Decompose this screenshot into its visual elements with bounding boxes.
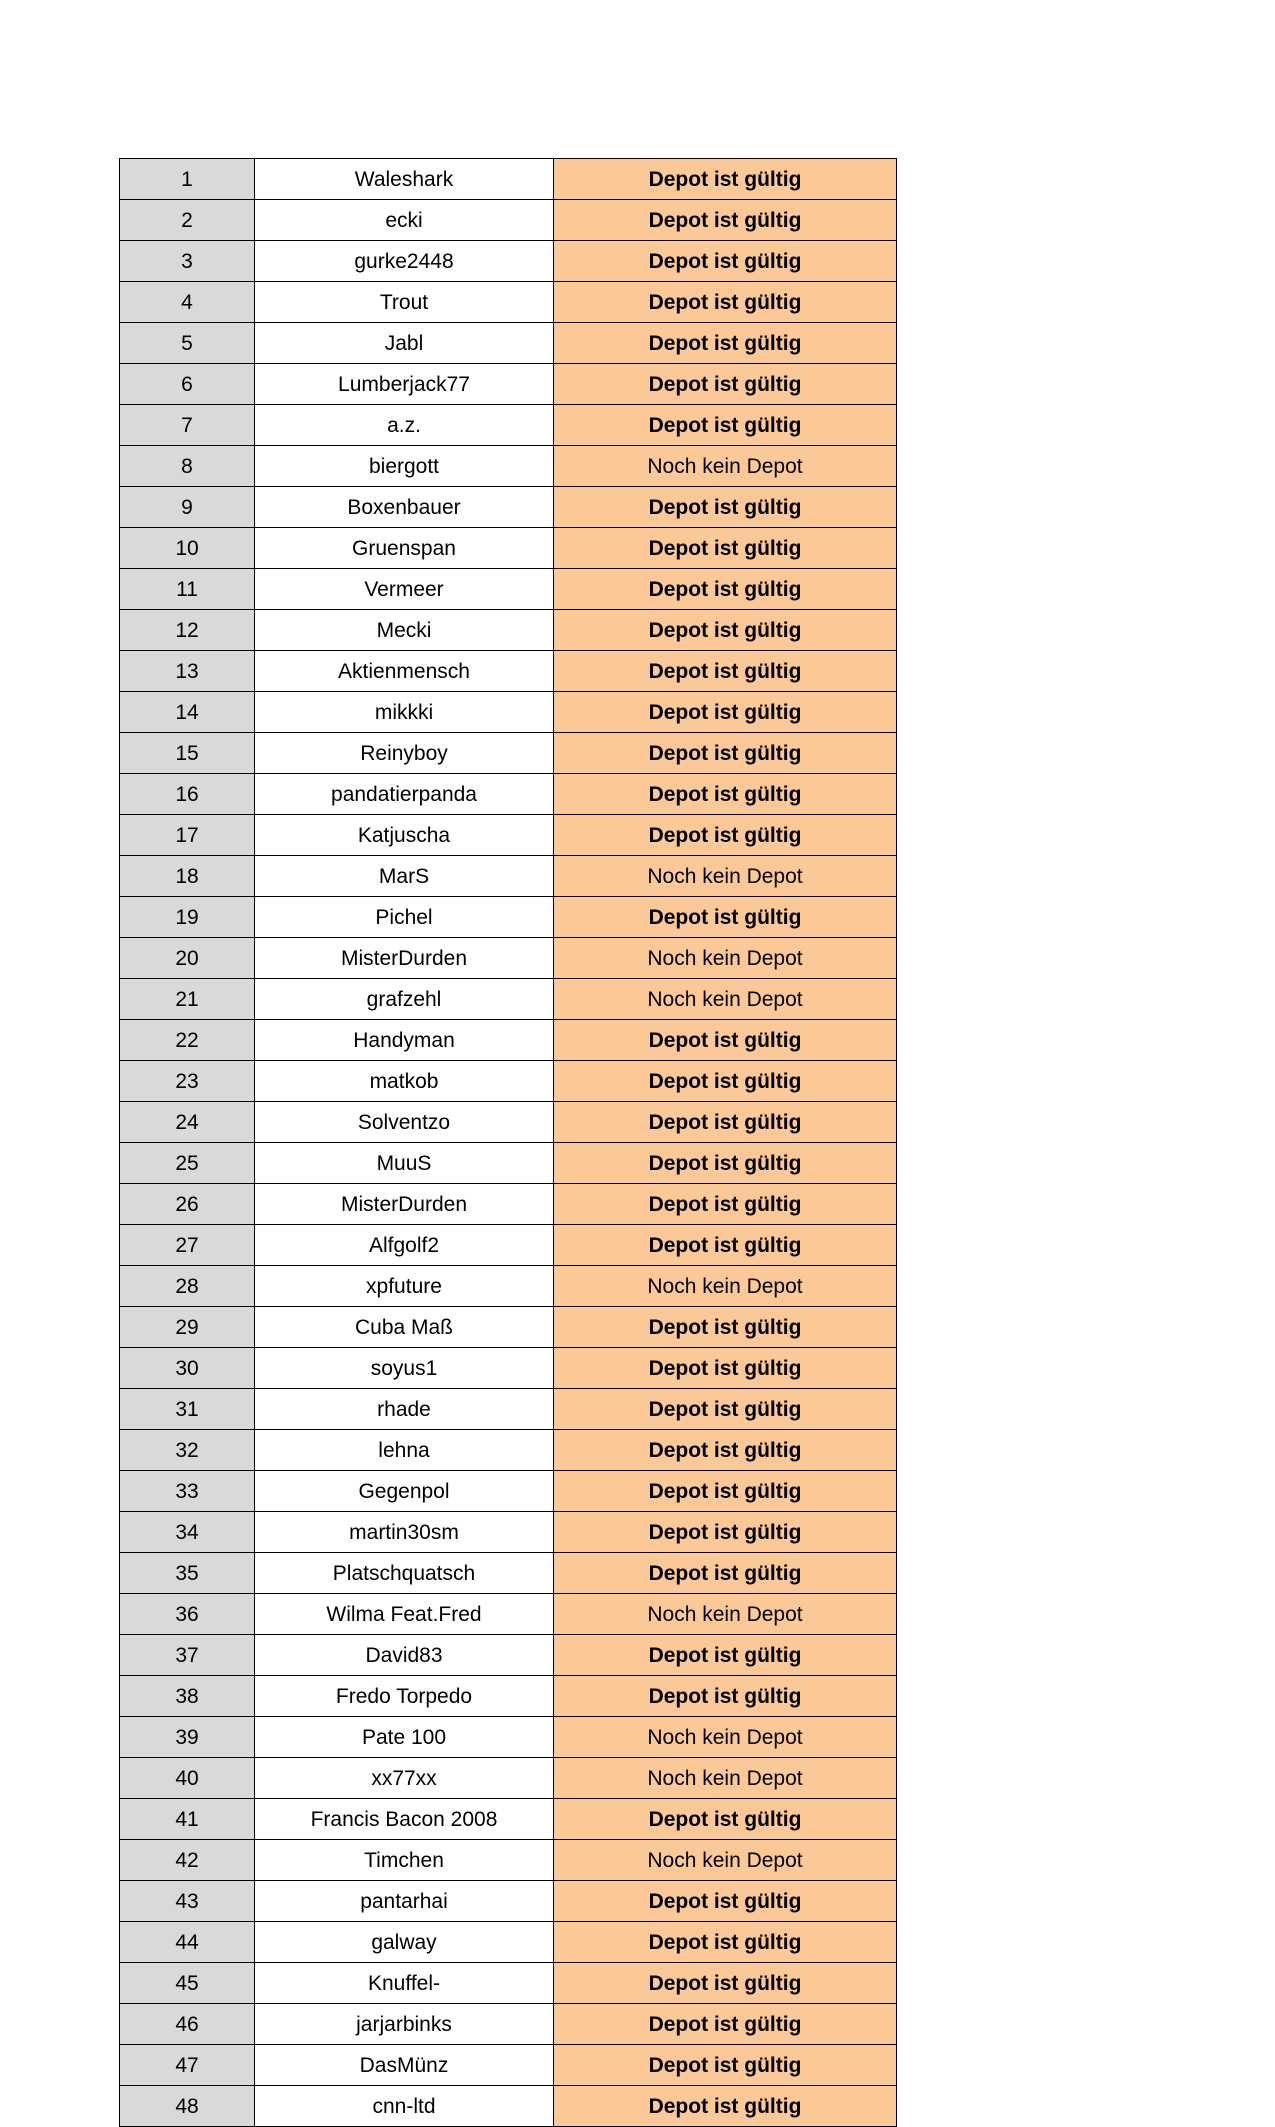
status-badge: Depot ist gültig xyxy=(554,1061,897,1102)
row-index-cell: 17 xyxy=(120,815,255,856)
user-name-cell: ecki xyxy=(255,200,554,241)
user-name-cell: Handyman xyxy=(255,1020,554,1061)
status-badge: Depot ist gültig xyxy=(554,1471,897,1512)
table-row xyxy=(120,1430,897,1471)
table-row xyxy=(120,1143,897,1184)
status-badge: Depot ist gültig xyxy=(554,610,897,651)
user-name-cell: jarjarbinks xyxy=(255,2004,554,2045)
depot-table-body xyxy=(120,159,897,2127)
row-index-cell: 16 xyxy=(120,774,255,815)
status-badge: Noch kein Depot xyxy=(554,1717,897,1758)
status-badge: Depot ist gültig xyxy=(554,200,897,241)
row-index-cell: 2 xyxy=(120,200,255,241)
table-row xyxy=(120,692,897,733)
status-badge: Depot ist gültig xyxy=(554,405,897,446)
status-badge: Depot ist gültig xyxy=(554,528,897,569)
row-index-cell: 33 xyxy=(120,1471,255,1512)
depot-sheet xyxy=(119,158,897,2127)
user-name-cell: MisterDurden xyxy=(255,938,554,979)
table-row xyxy=(120,159,897,200)
table-row xyxy=(120,610,897,651)
status-badge: Depot ist gültig xyxy=(554,1881,897,1922)
table-row xyxy=(120,200,897,241)
row-index-cell: 48 xyxy=(120,2086,255,2127)
user-name-cell: Alfgolf2 xyxy=(255,1225,554,1266)
table-row xyxy=(120,1922,897,1963)
row-index-cell: 9 xyxy=(120,487,255,528)
status-badge: Depot ist gültig xyxy=(554,487,897,528)
user-name-cell: soyus1 xyxy=(255,1348,554,1389)
user-name-cell: Cuba Maß xyxy=(255,1307,554,1348)
table-row xyxy=(120,2086,897,2127)
row-index-cell: 15 xyxy=(120,733,255,774)
table-row xyxy=(120,979,897,1020)
user-name-cell: Fredo Torpedo xyxy=(255,1676,554,1717)
user-name-cell: gurke2448 xyxy=(255,241,554,282)
user-name-cell: xpfuture xyxy=(255,1266,554,1307)
user-name-cell: Boxenbauer xyxy=(255,487,554,528)
row-index-cell: 46 xyxy=(120,2004,255,2045)
table-row xyxy=(120,651,897,692)
table-row xyxy=(120,856,897,897)
status-badge: Depot ist gültig xyxy=(554,651,897,692)
status-badge: Depot ist gültig xyxy=(554,364,897,405)
user-name-cell: Knuffel- xyxy=(255,1963,554,2004)
table-row xyxy=(120,1963,897,2004)
status-badge: Depot ist gültig xyxy=(554,241,897,282)
user-name-cell: Waleshark xyxy=(255,159,554,200)
table-row xyxy=(120,569,897,610)
table-row xyxy=(120,1799,897,1840)
table-row xyxy=(120,1553,897,1594)
row-index-cell: 34 xyxy=(120,1512,255,1553)
user-name-cell: Solventzo xyxy=(255,1102,554,1143)
status-badge: Depot ist gültig xyxy=(554,159,897,200)
row-index-cell: 13 xyxy=(120,651,255,692)
status-badge: Depot ist gültig xyxy=(554,569,897,610)
status-badge: Depot ist gültig xyxy=(554,1553,897,1594)
status-badge: Depot ist gültig xyxy=(554,1922,897,1963)
row-index-cell: 24 xyxy=(120,1102,255,1143)
row-index-cell: 35 xyxy=(120,1553,255,1594)
user-name-cell: Katjuscha xyxy=(255,815,554,856)
status-badge: Depot ist gültig xyxy=(554,1307,897,1348)
row-index-cell: 22 xyxy=(120,1020,255,1061)
status-badge: Depot ist gültig xyxy=(554,2004,897,2045)
table-row xyxy=(120,1471,897,1512)
status-badge: Depot ist gültig xyxy=(554,1512,897,1553)
table-row xyxy=(120,1266,897,1307)
user-name-cell: Vermeer xyxy=(255,569,554,610)
status-badge: Depot ist gültig xyxy=(554,815,897,856)
status-badge: Depot ist gültig xyxy=(554,1635,897,1676)
user-name-cell: MarS xyxy=(255,856,554,897)
table-row xyxy=(120,446,897,487)
user-name-cell: rhade xyxy=(255,1389,554,1430)
row-index-cell: 43 xyxy=(120,1881,255,1922)
status-badge: Depot ist gültig xyxy=(554,733,897,774)
status-badge: Depot ist gültig xyxy=(554,1963,897,2004)
user-name-cell: martin30sm xyxy=(255,1512,554,1553)
row-index-cell: 23 xyxy=(120,1061,255,1102)
user-name-cell: Gegenpol xyxy=(255,1471,554,1512)
user-name-cell: pandatierpanda xyxy=(255,774,554,815)
row-index-cell: 6 xyxy=(120,364,255,405)
row-index-cell: 3 xyxy=(120,241,255,282)
status-badge: Depot ist gültig xyxy=(554,282,897,323)
table-row xyxy=(120,733,897,774)
user-name-cell: cnn-ltd xyxy=(255,2086,554,2127)
row-index-cell: 1 xyxy=(120,159,255,200)
status-badge: Noch kein Depot xyxy=(554,1758,897,1799)
row-index-cell: 11 xyxy=(120,569,255,610)
table-row xyxy=(120,774,897,815)
user-name-cell: mikkki xyxy=(255,692,554,733)
status-badge: Depot ist gültig xyxy=(554,1225,897,1266)
table-row xyxy=(120,2004,897,2045)
table-row xyxy=(120,364,897,405)
table-row xyxy=(120,405,897,446)
row-index-cell: 45 xyxy=(120,1963,255,2004)
status-badge: Depot ist gültig xyxy=(554,774,897,815)
status-badge: Depot ist gültig xyxy=(554,2086,897,2127)
status-badge: Depot ist gültig xyxy=(554,1389,897,1430)
row-index-cell: 27 xyxy=(120,1225,255,1266)
status-badge: Depot ist gültig xyxy=(554,1184,897,1225)
depot-status-table xyxy=(119,158,897,2127)
table-row xyxy=(120,1389,897,1430)
user-name-cell: David83 xyxy=(255,1635,554,1676)
status-badge: Noch kein Depot xyxy=(554,856,897,897)
status-badge: Depot ist gültig xyxy=(554,1676,897,1717)
status-badge: Depot ist gültig xyxy=(554,2045,897,2086)
user-name-cell: Mecki xyxy=(255,610,554,651)
status-badge: Noch kein Depot xyxy=(554,1266,897,1307)
row-index-cell: 38 xyxy=(120,1676,255,1717)
table-row xyxy=(120,487,897,528)
row-index-cell: 18 xyxy=(120,856,255,897)
user-name-cell: biergott xyxy=(255,446,554,487)
user-name-cell: Jabl xyxy=(255,323,554,364)
row-index-cell: 42 xyxy=(120,1840,255,1881)
status-badge: Noch kein Depot xyxy=(554,938,897,979)
table-row xyxy=(120,1717,897,1758)
table-row xyxy=(120,1020,897,1061)
status-badge: Depot ist gültig xyxy=(554,323,897,364)
status-badge: Depot ist gültig xyxy=(554,1799,897,1840)
table-row xyxy=(120,1594,897,1635)
row-index-cell: 39 xyxy=(120,1717,255,1758)
user-name-cell: Gruenspan xyxy=(255,528,554,569)
row-index-cell: 37 xyxy=(120,1635,255,1676)
status-badge: Depot ist gültig xyxy=(554,897,897,938)
row-index-cell: 10 xyxy=(120,528,255,569)
user-name-cell: DasMünz xyxy=(255,2045,554,2086)
table-row xyxy=(120,1061,897,1102)
row-index-cell: 7 xyxy=(120,405,255,446)
table-row xyxy=(120,897,897,938)
user-name-cell: galway xyxy=(255,1922,554,1963)
user-name-cell: Platschquatsch xyxy=(255,1553,554,1594)
status-badge: Depot ist gültig xyxy=(554,1020,897,1061)
table-row xyxy=(120,1840,897,1881)
status-badge: Depot ist gültig xyxy=(554,692,897,733)
table-row xyxy=(120,323,897,364)
user-name-cell: lehna xyxy=(255,1430,554,1471)
user-name-cell: Trout xyxy=(255,282,554,323)
user-name-cell: Pate 100 xyxy=(255,1717,554,1758)
user-name-cell: matkob xyxy=(255,1061,554,1102)
user-name-cell: Timchen xyxy=(255,1840,554,1881)
row-index-cell: 32 xyxy=(120,1430,255,1471)
table-row xyxy=(120,241,897,282)
row-index-cell: 5 xyxy=(120,323,255,364)
status-badge: Depot ist gültig xyxy=(554,1143,897,1184)
status-badge: Noch kein Depot xyxy=(554,979,897,1020)
table-row xyxy=(120,1635,897,1676)
user-name-cell: grafzehl xyxy=(255,979,554,1020)
user-name-cell: Pichel xyxy=(255,897,554,938)
table-row xyxy=(120,2045,897,2086)
user-name-cell: Francis Bacon 2008 xyxy=(255,1799,554,1840)
table-row xyxy=(120,1881,897,1922)
user-name-cell: MisterDurden xyxy=(255,1184,554,1225)
row-index-cell: 30 xyxy=(120,1348,255,1389)
status-badge: Noch kein Depot xyxy=(554,1594,897,1635)
row-index-cell: 29 xyxy=(120,1307,255,1348)
table-row xyxy=(120,1676,897,1717)
row-index-cell: 44 xyxy=(120,1922,255,1963)
row-index-cell: 47 xyxy=(120,2045,255,2086)
row-index-cell: 14 xyxy=(120,692,255,733)
row-index-cell: 41 xyxy=(120,1799,255,1840)
row-index-cell: 25 xyxy=(120,1143,255,1184)
table-row xyxy=(120,938,897,979)
row-index-cell: 26 xyxy=(120,1184,255,1225)
user-name-cell: xx77xx xyxy=(255,1758,554,1799)
row-index-cell: 12 xyxy=(120,610,255,651)
user-name-cell: Aktienmensch xyxy=(255,651,554,692)
user-name-cell: pantarhai xyxy=(255,1881,554,1922)
row-index-cell: 21 xyxy=(120,979,255,1020)
user-name-cell: Lumberjack77 xyxy=(255,364,554,405)
status-badge: Depot ist gültig xyxy=(554,1430,897,1471)
row-index-cell: 36 xyxy=(120,1594,255,1635)
table-row xyxy=(120,1307,897,1348)
row-index-cell: 4 xyxy=(120,282,255,323)
row-index-cell: 40 xyxy=(120,1758,255,1799)
table-row xyxy=(120,1184,897,1225)
user-name-cell: Reinyboy xyxy=(255,733,554,774)
user-name-cell: MuuS xyxy=(255,1143,554,1184)
table-row xyxy=(120,1512,897,1553)
table-row xyxy=(120,1225,897,1266)
user-name-cell: Wilma Feat.Fred xyxy=(255,1594,554,1635)
table-row xyxy=(120,1758,897,1799)
user-name-cell: a.z. xyxy=(255,405,554,446)
row-index-cell: 28 xyxy=(120,1266,255,1307)
row-index-cell: 8 xyxy=(120,446,255,487)
status-badge: Noch kein Depot xyxy=(554,446,897,487)
row-index-cell: 31 xyxy=(120,1389,255,1430)
status-badge: Depot ist gültig xyxy=(554,1102,897,1143)
status-badge: Noch kein Depot xyxy=(554,1840,897,1881)
status-badge: Depot ist gültig xyxy=(554,1348,897,1389)
table-row xyxy=(120,815,897,856)
table-row xyxy=(120,1348,897,1389)
table-row xyxy=(120,1102,897,1143)
table-row xyxy=(120,528,897,569)
table-row xyxy=(120,282,897,323)
row-index-cell: 20 xyxy=(120,938,255,979)
row-index-cell: 19 xyxy=(120,897,255,938)
